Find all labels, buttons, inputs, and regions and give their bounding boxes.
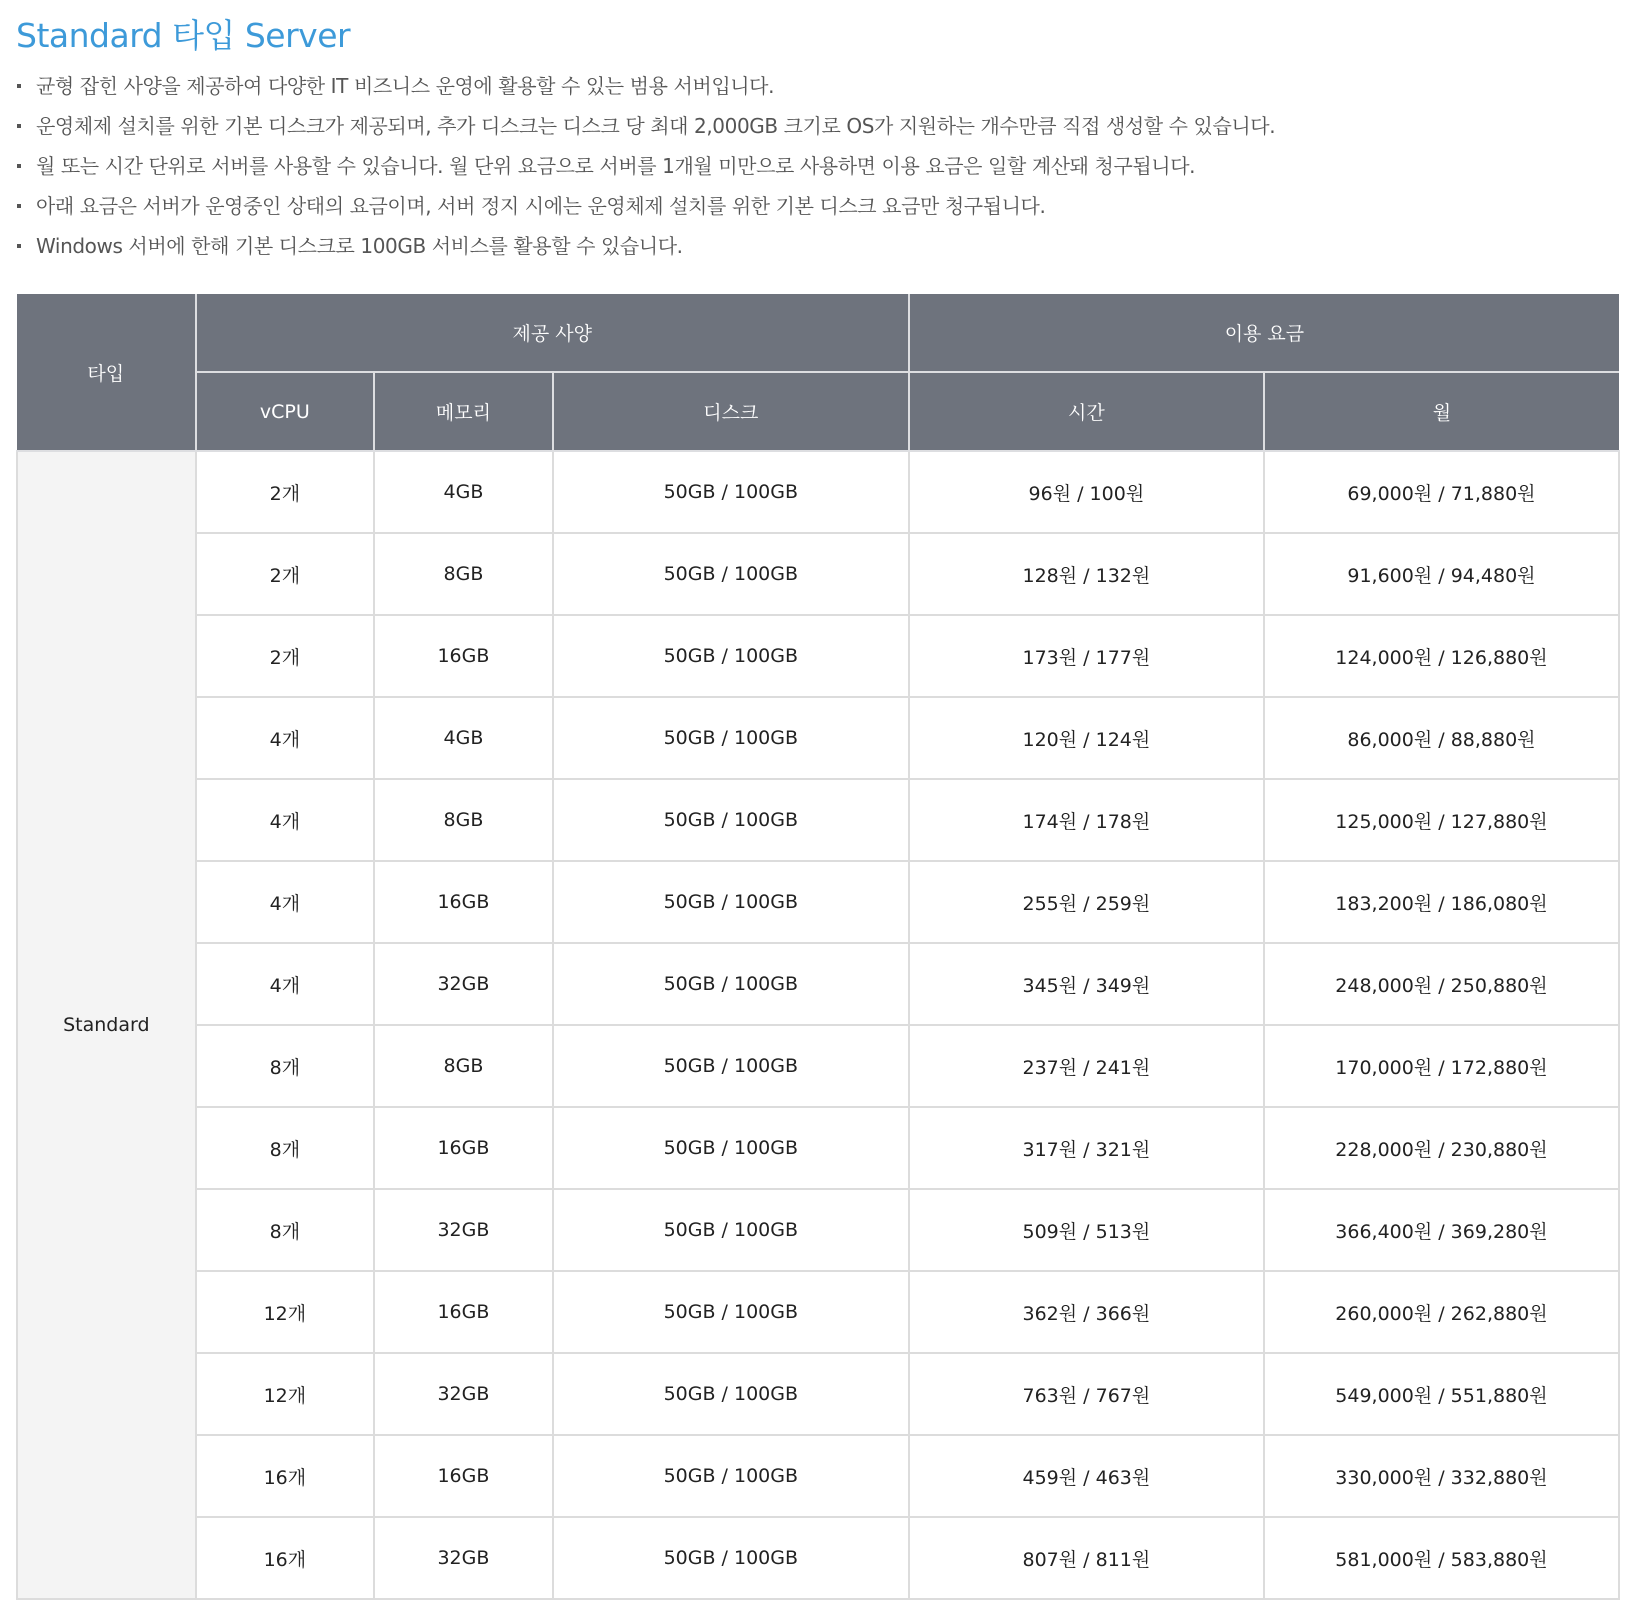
hourly-cell: 237원 / 241원 [909,1025,1264,1107]
vcpu-cell: 4개 [196,779,375,861]
monthly-cell: 170,000원 / 172,880원 [1264,1025,1619,1107]
memory-cell: 8GB [374,779,553,861]
disk-cell: 50GB / 100GB [553,1025,909,1107]
hourly-cell: 128원 / 132원 [909,533,1264,615]
vcpu-cell: 4개 [196,697,375,779]
note-text: Windows 서버에 한해 기본 디스크로 100GB 서비스를 활용할 수 있습니다. [36,234,683,258]
memory-cell: 8GB [374,1025,553,1107]
hourly-cell: 763원 / 767원 [909,1353,1264,1435]
header-monthly: 월 [1264,372,1619,451]
memory-cell: 16GB [374,861,553,943]
memory-cell: 32GB [374,943,553,1025]
vcpu-cell: 8개 [196,1107,375,1189]
table-row [17,1107,1619,1189]
bullet-icon [17,84,21,88]
memory-cell: 4GB [374,451,553,533]
table-row [17,943,1619,1025]
note-text: 아래 요금은 서버가 운영중인 상태의 요금이며, 서버 정지 시에는 운영체제 설치를 위한 기본 디스크 요금만 청구됩니다. [36,194,1046,218]
hourly-cell: 255원 / 259원 [909,861,1264,943]
monthly-cell: 581,000원 / 583,880원 [1264,1517,1619,1599]
disk-cell: 50GB / 100GB [553,533,909,615]
disk-cell: 50GB / 100GB [553,779,909,861]
note-text: 균형 잡힌 사양을 제공하여 다양한 IT 비즈니스 운영에 활용할 수 있는 범용 서버입니다. [36,74,775,98]
page-title: Standard 타입 Server [16,16,351,55]
monthly-cell: 228,000원 / 230,880원 [1264,1107,1619,1189]
vcpu-cell: 2개 [196,533,375,615]
bullet-icon [17,164,21,168]
memory-cell: 4GB [374,697,553,779]
monthly-cell: 124,000원 / 126,880원 [1264,615,1619,697]
note-item [16,66,1616,106]
memory-cell: 32GB [374,1189,553,1271]
monthly-cell: 125,000원 / 127,880원 [1264,779,1619,861]
disk-cell: 50GB / 100GB [553,943,909,1025]
disk-cell: 50GB / 100GB [553,451,909,533]
monthly-cell: 549,000원 / 551,880원 [1264,1353,1619,1435]
vcpu-cell: 2개 [196,615,375,697]
monthly-cell: 86,000원 / 88,880원 [1264,697,1619,779]
monthly-cell: 366,400원 / 369,280원 [1264,1189,1619,1271]
disk-cell: 50GB / 100GB [553,861,909,943]
hourly-cell: 173원 / 177원 [909,615,1264,697]
monthly-cell: 183,200원 / 186,080원 [1264,861,1619,943]
hourly-cell: 459원 / 463원 [909,1435,1264,1517]
table-row [17,1435,1619,1517]
header-price-group: 이용 요금 [909,294,1619,372]
disk-cell: 50GB / 100GB [553,1353,909,1435]
monthly-cell: 91,600원 / 94,480원 [1264,533,1619,615]
table-row [17,451,1619,533]
table-header [17,294,1619,451]
monthly-cell: 69,000원 / 71,880원 [1264,451,1619,533]
disk-cell: 50GB / 100GB [553,1271,909,1353]
note-item [16,186,1616,226]
disk-cell: 50GB / 100GB [553,1107,909,1189]
notes-list [16,66,1616,266]
bullet-icon [17,244,21,248]
header-hourly: 시간 [909,372,1264,451]
monthly-cell: 260,000원 / 262,880원 [1264,1271,1619,1353]
hourly-cell: 362원 / 366원 [909,1271,1264,1353]
vcpu-cell: 16개 [196,1435,375,1517]
vcpu-cell: 12개 [196,1353,375,1435]
vcpu-cell: 4개 [196,861,375,943]
memory-cell: 16GB [374,1435,553,1517]
disk-cell: 50GB / 100GB [553,1189,909,1271]
hourly-cell: 174원 / 178원 [909,779,1264,861]
table-row [17,1025,1619,1107]
disk-cell: 50GB / 100GB [553,1435,909,1517]
hourly-cell: 807원 / 811원 [909,1517,1264,1599]
table-row [17,1353,1619,1435]
memory-cell: 16GB [374,615,553,697]
vcpu-cell: 8개 [196,1025,375,1107]
hourly-cell: 120원 / 124원 [909,697,1264,779]
hourly-cell: 96원 / 100원 [909,451,1264,533]
memory-cell: 8GB [374,533,553,615]
monthly-cell: 248,000원 / 250,880원 [1264,943,1619,1025]
note-text: 운영체제 설치를 위한 기본 디스크가 제공되며, 추가 디스크는 디스크 당 최대 2,000GB 크기로 OS가 지원하는 개수만큼 직접 생성할 수 있습니다. [36,114,1276,138]
memory-cell: 32GB [374,1517,553,1599]
note-text: 월 또는 시간 단위로 서버를 사용할 수 있습니다. 월 단위 요금으로 서버를 1개월 미만으로 사용하면 이용 요금은 일할 계산돼 청구됩니다. [36,154,1196,178]
hourly-cell: 317원 / 321원 [909,1107,1264,1189]
disk-cell: 50GB / 100GB [553,615,909,697]
table-row [17,697,1619,779]
note-item [16,106,1616,146]
table-row [17,1517,1619,1599]
vcpu-cell: 16개 [196,1517,375,1599]
monthly-cell: 330,000원 / 332,880원 [1264,1435,1619,1517]
table-row [17,1271,1619,1353]
memory-cell: 16GB [374,1271,553,1353]
pricing-table [16,294,1620,1600]
table-row [17,533,1619,615]
table-row [17,615,1619,697]
vcpu-cell: 12개 [196,1271,375,1353]
vcpu-cell: 2개 [196,451,375,533]
vcpu-cell: 8개 [196,1189,375,1271]
header-spec-group: 제공 사양 [196,294,909,372]
disk-cell: 50GB / 100GB [553,1517,909,1599]
memory-cell: 32GB [374,1353,553,1435]
memory-cell: 16GB [374,1107,553,1189]
header-vcpu: vCPU [196,372,375,451]
hourly-cell: 509원 / 513원 [909,1189,1264,1271]
table-row [17,779,1619,861]
bullet-icon [17,124,21,128]
table-row [17,861,1619,943]
note-item [16,146,1616,186]
hourly-cell: 345원 / 349원 [909,943,1264,1025]
vcpu-cell: 4개 [196,943,375,1025]
header-type: 타입 [17,294,196,451]
note-item [16,226,1616,266]
bullet-icon [17,204,21,208]
type-cell: Standard [17,451,196,1599]
header-memory: 메모리 [374,372,553,451]
table-row [17,1189,1619,1271]
table-body [17,451,1619,1599]
disk-cell: 50GB / 100GB [553,697,909,779]
header-disk: 디스크 [553,372,909,451]
